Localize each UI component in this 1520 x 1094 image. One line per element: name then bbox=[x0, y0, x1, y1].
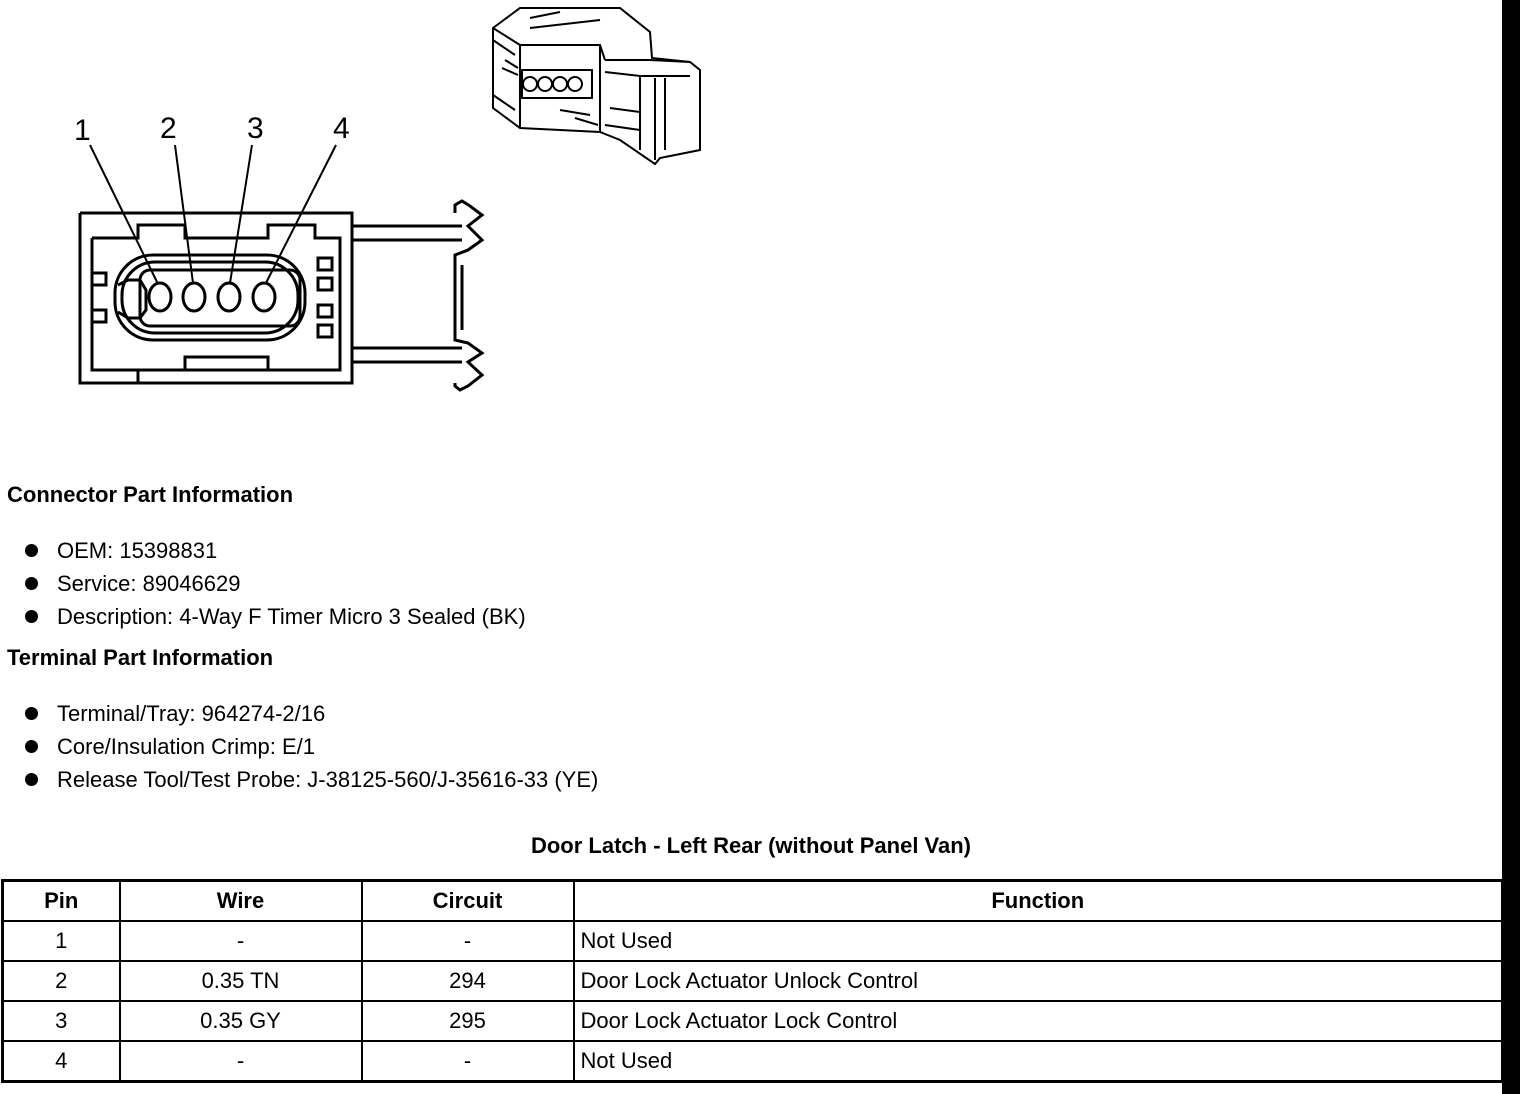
cell-circuit: 295 bbox=[362, 1001, 574, 1041]
cell-function: Door Lock Actuator Lock Control bbox=[574, 1001, 1503, 1041]
terminal-info-list bbox=[0, 697, 598, 796]
cell-wire: - bbox=[120, 921, 362, 961]
pin-label-2: 2 bbox=[160, 112, 177, 145]
list-item: Service: 89046629 bbox=[0, 567, 526, 600]
bullet-icon bbox=[25, 610, 38, 623]
table-row bbox=[3, 1001, 1503, 1041]
bullet-icon bbox=[25, 707, 38, 720]
header-circuit: Circuit bbox=[362, 881, 574, 922]
bullet-icon bbox=[25, 740, 38, 753]
connector-info-title: Connector Part Information bbox=[7, 482, 294, 507]
terminal-info-title: Terminal Part Information bbox=[7, 645, 274, 670]
connector-diagram bbox=[0, 0, 720, 420]
cell-pin: 3 bbox=[3, 1001, 120, 1041]
cell-circuit: - bbox=[362, 921, 574, 961]
cell-wire: 0.35 GY bbox=[120, 1001, 362, 1041]
connector-face-view bbox=[80, 201, 482, 390]
list-item: Description: 4-Way F Timer Micro 3 Sealed (BK) bbox=[0, 600, 526, 633]
bullet-icon bbox=[25, 544, 38, 557]
pin-table-title: Door Latch - Left Rear (without Panel Van) bbox=[530, 833, 972, 858]
header-wire: Wire bbox=[120, 881, 362, 922]
connector-3d-view bbox=[493, 8, 700, 164]
header-function: Function bbox=[574, 881, 1503, 922]
bullet-icon bbox=[25, 577, 38, 590]
list-item: Core/Insulation Crimp: E/1 bbox=[0, 730, 598, 763]
page-right-border bbox=[1502, 0, 1520, 1094]
cell-circuit: - bbox=[362, 1041, 574, 1082]
pin-table bbox=[1, 879, 1504, 1083]
pin-label-3: 3 bbox=[247, 112, 264, 145]
cell-pin: 4 bbox=[3, 1041, 120, 1082]
pin-label-4: 4 bbox=[333, 112, 350, 145]
cell-pin: 2 bbox=[3, 961, 120, 1001]
table-row bbox=[3, 921, 1503, 961]
cell-function: Door Lock Actuator Unlock Control bbox=[574, 961, 1503, 1001]
bullet-icon bbox=[25, 773, 38, 786]
connector-info-list bbox=[0, 534, 526, 633]
cell-wire: 0.35 TN bbox=[120, 961, 362, 1001]
table-header-row bbox=[3, 881, 1503, 922]
cell-circuit: 294 bbox=[362, 961, 574, 1001]
header-pin: Pin bbox=[3, 881, 120, 922]
pin-label-1: 1 bbox=[74, 114, 91, 147]
table-row bbox=[3, 1041, 1503, 1082]
cell-pin: 1 bbox=[3, 921, 120, 961]
list-item: Terminal/Tray: 964274-2/16 bbox=[0, 697, 598, 730]
cell-function: Not Used bbox=[574, 1041, 1503, 1082]
cell-wire: - bbox=[120, 1041, 362, 1082]
cell-function: Not Used bbox=[574, 921, 1503, 961]
table-row bbox=[3, 961, 1503, 1001]
list-item: OEM: 15398831 bbox=[0, 534, 526, 567]
list-item: Release Tool/Test Probe: J-38125-560/J-35616-33 (YE) bbox=[0, 763, 598, 796]
